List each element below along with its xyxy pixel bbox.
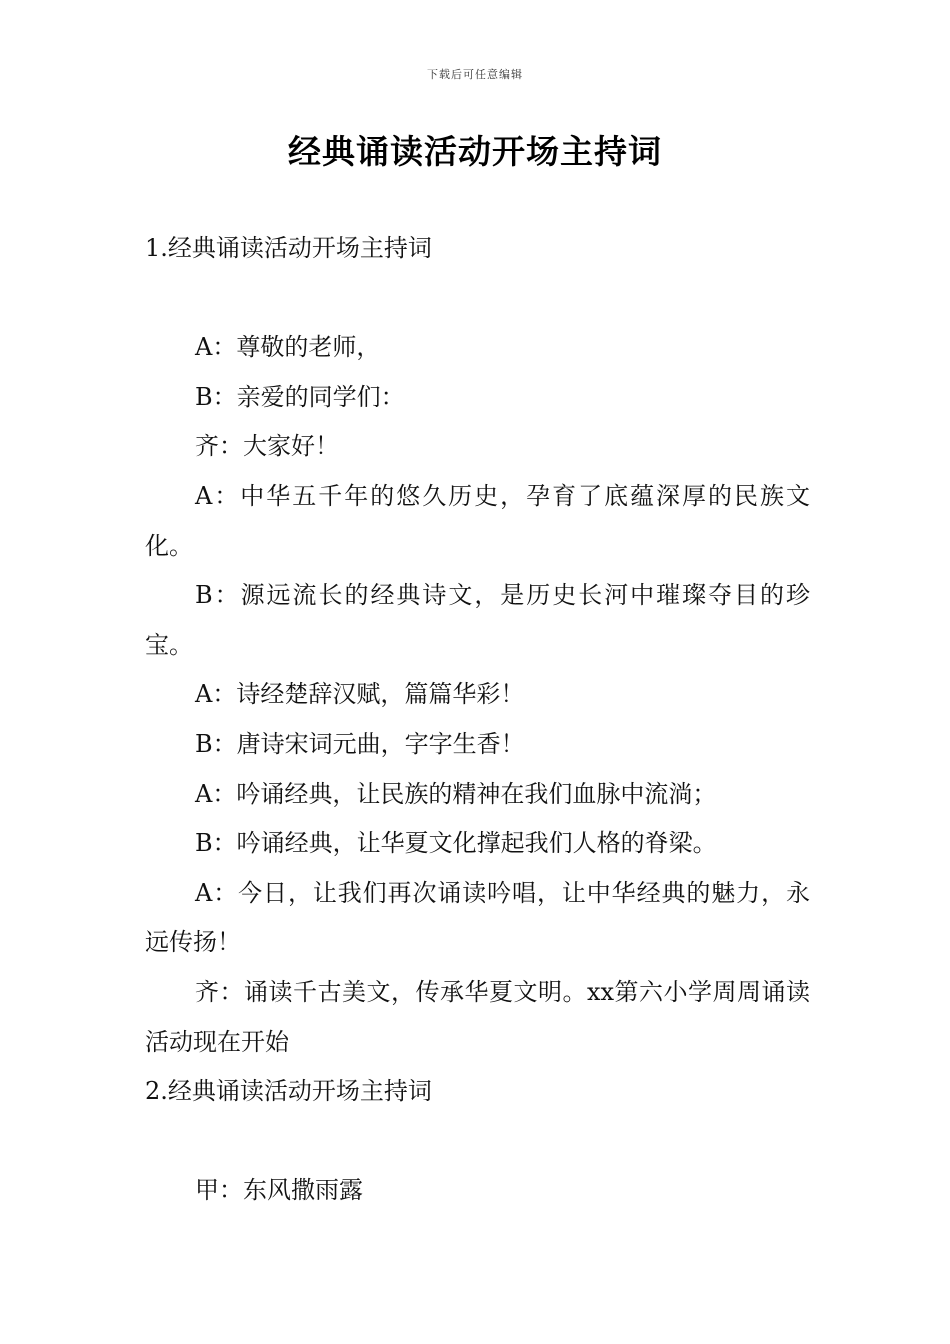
section-heading: 1.经典诵读活动开场主持词 <box>145 234 432 262</box>
paragraph: 齐：诵读千古美文，传承华夏文明。xx第六小学周周诵读活动现在开始 <box>145 977 810 1056</box>
paragraph: A：今日，让我们再次诵读吟唱，让中华经典的魅力，永远传扬！ <box>145 878 810 957</box>
document-body <box>145 224 810 1216</box>
paragraph: A：中华五千年的悠久历史，孕育了底蕴深厚的民族文化。 <box>145 481 810 560</box>
paragraph: 甲：东风撒雨露 <box>195 1176 363 1205</box>
section-spacer <box>145 274 810 324</box>
paragraph: B：唐诗宋词元曲，字字生香！ <box>195 729 525 758</box>
document-title: 经典诵读活动开场主持词 <box>288 132 662 171</box>
section-2 <box>145 1067 810 1216</box>
paragraph: A：诗经楚辞汉赋，篇篇华彩！ <box>195 680 525 709</box>
section-1 <box>145 224 810 1067</box>
paragraph: A：吟诵经典，让民族的精神在我们血脉中流淌； <box>195 779 717 808</box>
paragraph: 齐：大家好！ <box>195 432 339 461</box>
section-heading: 2.经典诵读活动开场主持词 <box>145 1077 432 1106</box>
section-spacer <box>145 1117 810 1167</box>
paragraph: B：吟诵经典，让华夏文化撑起我们人格的脊梁。 <box>195 829 717 858</box>
header-note: 下载后可任意编辑 <box>427 68 523 81</box>
paragraph: B：亲爱的同学们： <box>195 382 405 411</box>
paragraph: A：尊敬的老师， <box>195 333 381 362</box>
paragraph: B：源远流长的经典诗文，是历史长河中璀璨夺目的珍宝。 <box>145 581 810 659</box>
